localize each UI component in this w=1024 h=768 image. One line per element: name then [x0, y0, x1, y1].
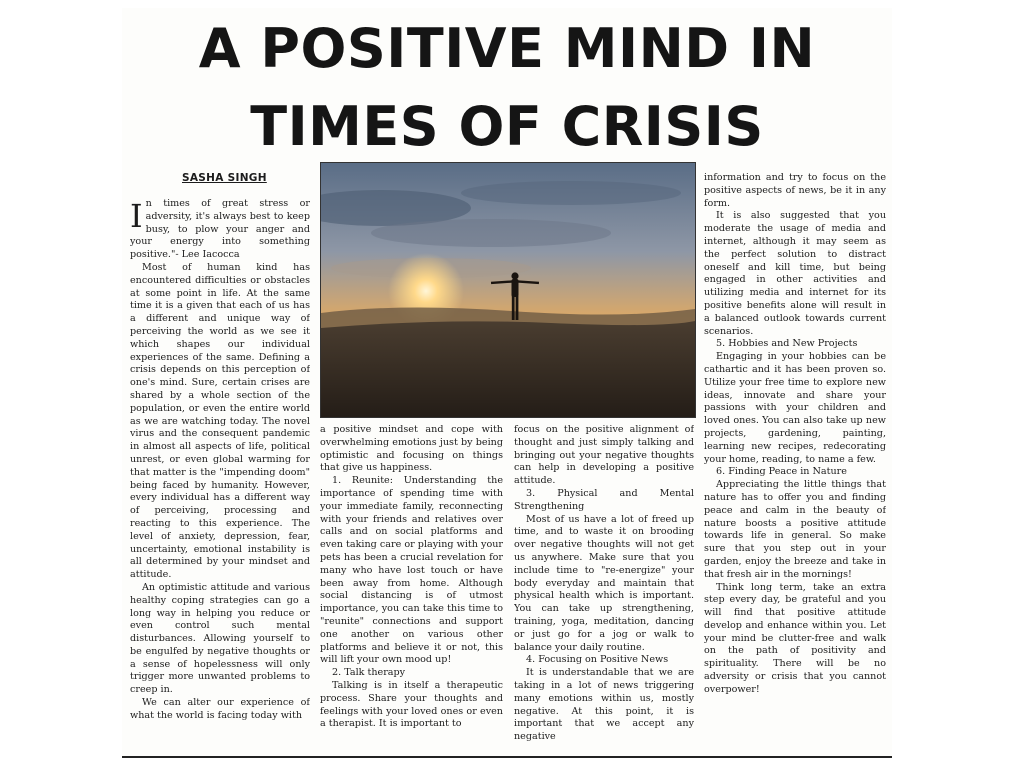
section-heading-physical-mental: 3. Physical and Mental Strengthening	[514, 487, 694, 512]
column-3	[514, 424, 694, 756]
byline: SASHA SINGH	[182, 172, 267, 184]
intro-quote: In times of great stress or adversity, it's always best to keep busy, to plow your anger and your energy into something positive."- Lee Iacocca	[130, 198, 310, 261]
section-heading-nature: 6. Finding Peace in Nature	[716, 466, 847, 478]
section-heading-hobbies: 5. Hobbies and New Projects	[716, 338, 858, 350]
paragraph: a positive mindset and cope with overwhelming emotions just by being optimistic and focusing on things that give us happiness.	[320, 424, 503, 474]
paragraph: It is also suggested that you moderate the usage of media and internet, although it may seem as the perfect solution to distract oneself and kill time, but being engaged in other activities and utilizing media and internet for its positive benefits alone will result in a balanced outlook towards current scenarios.	[704, 210, 886, 337]
paragraph: Appreciating the little things that nature has to offer you and finding peace and calm in the beauty of nature boosts a positive attitude towards life in general. So make sure that you step out in your garden, enjoy the breeze and take in that fresh air in the mornings!	[704, 479, 886, 580]
section-reunite: 1. Reunite: Understanding the importance of spending time with your immediate family, reconnecting with your friends and relatives over calls and on social platforms and even taking care or playing with your pets has been a crucial revelation for many who have lost touch or have been away from home. Although social distancing is of utmost importance, you can take this time to "reunite" connections and support one another on various other platforms and believe it or not, this will lift your own mood up!	[320, 475, 503, 666]
newspaper-page	[122, 8, 892, 758]
bottom-rule	[122, 756, 892, 758]
paragraph: Talking is in itself a therapeutic process. Share your thoughts and feelings with your loved ones or even a therapist. It is important to	[320, 679, 503, 730]
headline-line-2: TIMES OF CRISIS	[250, 95, 764, 158]
headline-line-1: A POSITIVE MIND IN	[198, 17, 816, 80]
paragraph: focus on the positive alignment of thought and just simply talking and bringing out your negative thoughts can help in developing a positive attitude.	[514, 424, 694, 487]
paragraph: Think long term, take an extra step every day, be grateful and you will find that positive attitude develop and enhance within you. Let your mind be clutter-free and walk on the path of positivity and spirituality. There will be no adversity or crisis that you cannot overpower!	[704, 581, 886, 695]
sunset-photo-image	[321, 163, 695, 417]
paragraph: We can alter our experience of what the world is facing today with	[130, 697, 310, 721]
drop-cap: I	[130, 198, 143, 235]
section-heading-positive-news: 4. Focusing on Positive News	[526, 654, 669, 666]
column-2	[320, 424, 503, 756]
column-1	[130, 198, 310, 754]
paragraph: An optimistic attitude and various healthy coping strategies can go a long way in helping you reduce or even control such mental disturbances. Allowing yourself to be engulfed by negative thoughts or a sense of hopelessness will only trigger more unwanted problems to creep in.	[130, 581, 310, 696]
column-4	[704, 172, 886, 756]
paragraph: Engaging in your hobbies can be cathartic and it has been proven so. Utilize your free time to explore new ideas, innovate and share your passions with your children and loved ones. You can also take up new projects, gardening, painting, learning new recipes, redecorating your home, reading, to name a few.	[704, 351, 886, 465]
paragraph: It is understandable that we are taking in a lot of news triggering many emotions within us, mostly negative. At this point, it is important that we accept any negative	[514, 667, 694, 743]
paragraph: Most of human kind has encountered difficulties or obstacles at some point in life. At the same time it is a given that each of us has a different and unique way of perceiving the world as we see it which shapes our individual experiences of the same. Defining a crisis depends on this perception of one's mind. Sure, certain crises are shared by a whole section of the population, or even the entire world as we are watching today. The novel virus and the consequent pandemic in almost all aspects of life, political unrest, or even global warming for that matter is the "impending doom" being faced by humanity. However, every individual has a different way of perceiving, processing and reacting to this experience. The level of anxiety, depression, fear, uncertainty, emotional instability is all determined by your mindset and attitude.	[130, 261, 310, 581]
paragraph: Most of us have a lot of freed up time, and to waste it on brooding over negative thoughts will not get us anywhere. Make sure that you include time to "re-energize" your body everyday and maintain that physical health which is important. You can take up strengthening, training, yoga, meditation, dancing or just go for a jog or walk to balance your daily routine.	[514, 513, 694, 653]
paragraph: information and try to focus on the positive aspects of news, be it in any form.	[704, 172, 886, 209]
section-heading-talk-therapy: 2. Talk therapy	[332, 667, 406, 679]
sunset-photo	[320, 162, 696, 418]
